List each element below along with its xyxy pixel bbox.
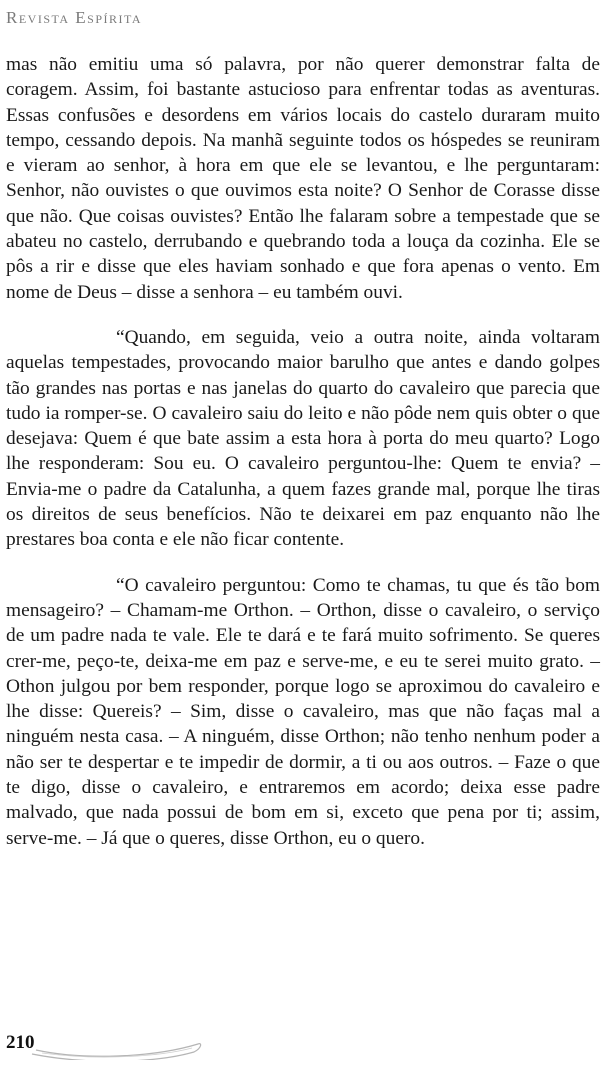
paragraph: mas não emitiu uma só palavra, por não querer demonstrar falta de coragem. Assim, foi bastante astucioso para enfrentar todas as aventuras. Essas confusões e desordens em vários locais do castelo duraram muito tempo, cessando depois. Na manhã seguinte todos os hóspedes se reuniram e vieram ao senhor, à hora em que ele se levantou, e lhe perguntaram: Senhor, não ouvistes o que ouvimos esta noite? O Senhor de Corasse disse que não. Que coisas ouvistes? Então lhe falaram sobre a tempestade que se abateu no castelo, derrubando e quebrando toda a louça da cozinha. Ele se pôs a rir e disse que eles haviam sonhado e que fora apenas o vento. Em nome de Deus – disse a senhora – eu também ouvi. xyxy=(6,54,600,303)
running-head: Revista Espírita xyxy=(6,8,143,27)
body-text xyxy=(6,52,600,851)
page-number: 210 xyxy=(6,1032,35,1053)
paragraph: “O cavaleiro perguntou: Como te chamas, tu que és tão bom mensageiro? – Chamam-me Orthon. – Orthon, disse o cavaleiro, o serviço de um padre nada te vale. Ele te dará e te fará muito sofrimento. Se queres crer-me, peço-te, deixa-me em paz e serve-me, e eu te serei muito grato. – Othon julgou por bem responder, porque logo se aproximou do cavaleiro e lhe disse: Quereis? – Sim, disse o cavaleiro, mas que não faças mal a ninguém nesta casa. – A ninguém, disse Orthon; não tenho nenhum poder a não ser te despertar e te impedir de dormir, a ti ou aos outros. – Faze o que te digo, disse o cavaleiro, e entraremos em acordo; deixa esse padre malvado, que nada possui de bom em si, exceto que pena por ti; assim, serve-me. – Já que o queres, disse Orthon, eu o quero. xyxy=(6,574,600,849)
paragraph: “Quando, em seguida, veio a outra noite, ainda voltaram aquelas tempestades, provocando maior barulho que antes e dando golpes tão grandes nas portas e nas janelas do quarto do cavaleiro que parecia que tudo ia romper-se. O cavaleiro saiu do leito e não pôde nem quis obter o que desejava: Quem é que bate assim a esta hora à porta do meu quarto? Logo lhe responderam: Sou eu. O cavaleiro perguntou-lhe: Quem te envia? – Envia-me o padre da Catalunha, a quem fazes grande mal, porque lhe tiras os direitos de seus benefícios. Não te deixarei em paz enquanto não lhe prestares boa conta e ele não ficar contente. xyxy=(6,326,600,551)
